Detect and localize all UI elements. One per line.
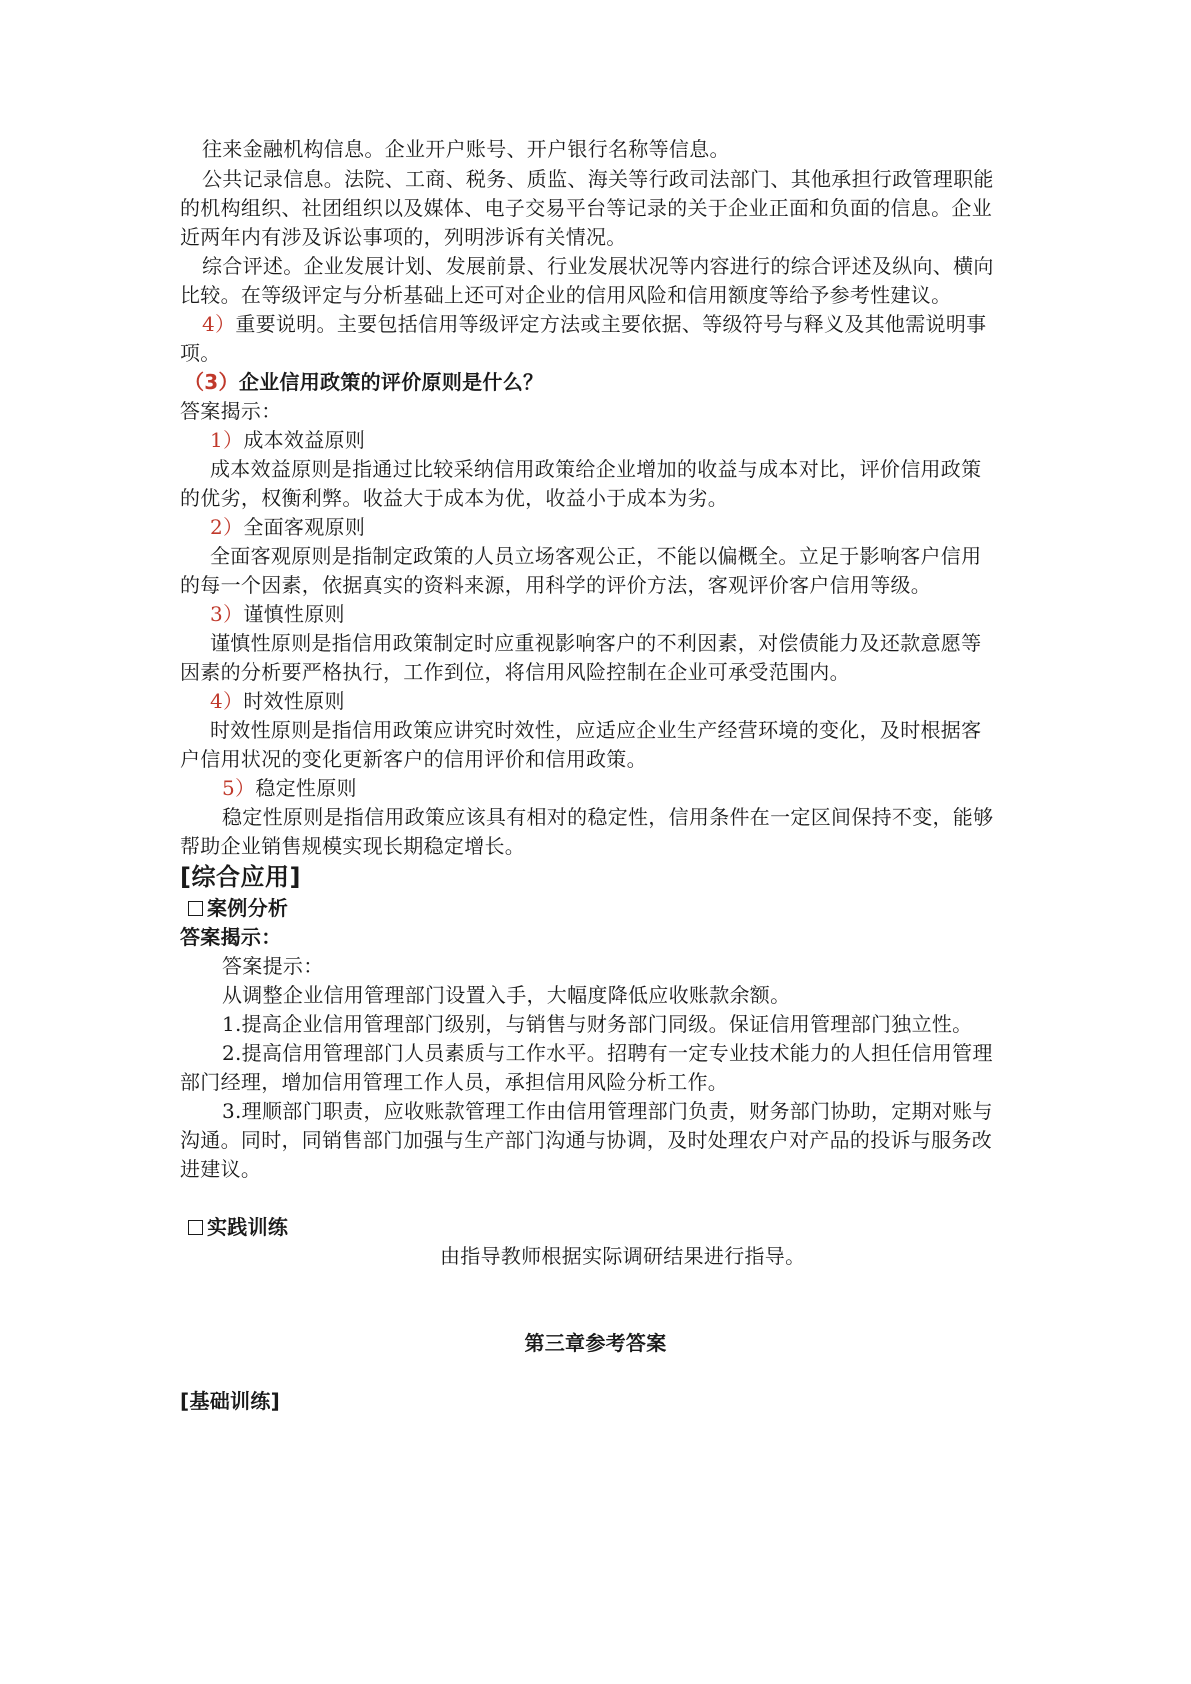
case-line: 从调整企业信用管理部门设置入手，大幅度降低应收账款余额。 [222, 983, 791, 1007]
paragraph-text: 重要说明。主要包括信用等级评定方法或主要依据、等级符号与释义及其他需说明事 [235, 312, 987, 336]
answer-label: 答案揭示： [180, 399, 282, 423]
case-line: 3.理顺部门职责，应收账款管理工作由信用管理部门负责，财务部门协助，定期对账与 [222, 1099, 993, 1123]
case-hint-label: 答案提示： [222, 954, 324, 978]
practice-text: 由指导教师根据实际调研结果进行指导。 [440, 1244, 806, 1268]
principle-title [210, 686, 1050, 716]
principle-title-text: 谨慎性原则 [243, 602, 345, 626]
question-text: 企业信用政策的评价原则是什么？ [238, 370, 544, 394]
paragraph-important-notes-line-2: 项。 [180, 341, 221, 365]
case-line: 1.提高企业信用管理部门级别，与销售与财务部门同级。保证信用管理部门独立性。 [222, 1012, 973, 1036]
section-heading-comprehensive: [综合应用] [180, 863, 301, 891]
paragraph-overall-review-line-1: 综合评述。企业发展计划、发展前景、行业发展状况等内容进行的综合评述及纵向、横向 [202, 254, 994, 278]
principle-body-line: 谨慎性原则是指信用政策制定时应重视影响客户的不利因素，对偿债能力及还款意愿等 [210, 631, 982, 655]
list-number: 4） [210, 689, 244, 713]
principle-body-line: 帮助企业销售规模实现长期稳定增长。 [180, 834, 526, 858]
principle-body-line: 的优劣，权衡利弊。收益大于成本为优，收益小于成本为劣。 [180, 486, 729, 510]
case-analysis-heading [188, 893, 1028, 923]
principle-title [222, 773, 1062, 803]
principle-body-line: 时效性原则是指信用政策应讲究时效性，应适应企业生产经营环境的变化，及时根据客 [210, 718, 982, 742]
checkbox-square-icon [188, 901, 203, 916]
case-line: 部门经理，增加信用管理工作人员，承担信用风险分析工作。 [180, 1070, 729, 1094]
case-line: 沟通。同时，同销售部门加强与生产部门沟通与协调，及时处理农户对产品的投诉与服务改 [180, 1128, 992, 1152]
principle-body-line: 的每一个因素，依据真实的资料来源，用科学的评价方法，客观评价客户信用等级。 [180, 573, 932, 597]
principle-title-text: 全面客观原则 [243, 515, 366, 539]
principle-title-text: 成本效益原则 [243, 428, 366, 452]
principle-title-text: 稳定性原则 [255, 776, 357, 800]
case-line: 进建议。 [180, 1157, 262, 1181]
practice-heading [188, 1212, 1028, 1242]
principle-body-line: 稳定性原则是指信用政策应该具有相对的稳定性，信用条件在一定区间保持不变，能够 [222, 805, 994, 829]
question-number: （3） [184, 370, 239, 394]
section-heading-basic: [基础训练] [180, 1389, 281, 1413]
paragraph-public-records-line-3: 近两年内有涉及诉讼事项的，列明涉诉有关情况。 [180, 225, 627, 249]
list-number: 3） [210, 602, 244, 626]
paragraph-financial-info: 往来金融机构信息。企业开户账号、开户银行名称等信息。 [202, 137, 730, 161]
case-line: 2.提高信用管理部门人员素质与工作水平。招聘有一定专业技术能力的人担任信用管理 [222, 1041, 993, 1065]
practice-title: 实践训练 [207, 1215, 289, 1239]
principle-body-line: 全面客观原则是指制定政策的人员立场客观公正，不能以偏概全。立足于影响客户信用 [210, 544, 982, 568]
principle-title [210, 425, 1050, 455]
principle-title [210, 599, 1050, 629]
list-number: 2） [210, 515, 244, 539]
checkbox-square-icon [188, 1220, 203, 1235]
principle-body-line: 成本效益原则是指通过比较采纳信用政策给企业增加的收益与成本对比，评价信用政策 [210, 457, 982, 481]
paragraph-public-records-line-1: 公共记录信息。法院、工商、税务、质监、海关等行政司法部门、其他承担行政管理职能 [202, 167, 994, 191]
principle-title-text: 时效性原则 [243, 689, 345, 713]
principle-body-line: 户信用状况的变化更新客户的信用评价和信用政策。 [180, 747, 647, 771]
principle-title [210, 512, 1050, 542]
case-answer-label: 答案揭示： [180, 925, 282, 949]
chapter-title: 第三章参考答案 [524, 1331, 667, 1355]
list-number: 4） [202, 312, 236, 336]
principle-body-line: 因素的分析要严格执行，工作到位，将信用风险控制在企业可承受范围内。 [180, 660, 850, 684]
question-heading [184, 367, 1024, 397]
list-number: 5） [222, 776, 256, 800]
case-analysis-title: 案例分析 [207, 896, 289, 920]
paragraph-important-notes-line-1 [202, 309, 1042, 339]
paragraph-overall-review-line-2: 比较。在等级评定与分析基础上还可对企业的信用风险和信用额度等给予参考性建议。 [180, 283, 952, 307]
list-number: 1） [210, 428, 244, 452]
paragraph-public-records-line-2: 的机构组织、社团组织以及媒体、电子交易平台等记录的关于企业正面和负面的信息。企业 [180, 196, 992, 220]
